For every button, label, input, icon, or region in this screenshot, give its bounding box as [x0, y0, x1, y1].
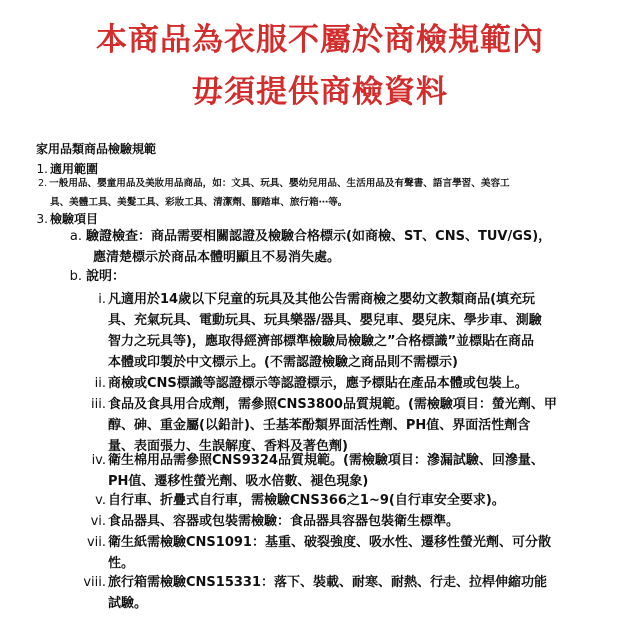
- sub-item-line: 醇、砷、重金屬(以鉛計)、壬基苯酚類界面活性劑、PH值、界面活性劑含: [108, 418, 531, 433]
- sub-item-marker: iv.: [91, 453, 106, 468]
- sub-item-marker: vii.: [86, 535, 106, 550]
- sub-item-iii: [91, 394, 557, 457]
- description-line-1: 一般用品、嬰童用品及美妝用品商品，如：文具、玩具、嬰幼兒用品、生活用品及有聲書、語言學習、美容工: [49, 178, 510, 189]
- sub-item-vi: [90, 511, 460, 532]
- sub-item-line: 具、充氣玩具、電動玩具、玩具樂器/器具、嬰兒車、嬰兒床、學步車、測驗: [108, 313, 542, 328]
- section-title: 適用範圍: [50, 162, 99, 176]
- scope-description: [38, 174, 630, 212]
- item-a-certification-check: [69, 226, 552, 268]
- section-number: 1.: [36, 162, 48, 176]
- sub-item-line: 性。: [108, 556, 135, 571]
- sub-item-line: 商檢或CNS標識等認證標示等認證標示，應予標貼在產品本體或包裝上。: [108, 376, 528, 391]
- sub-item-marker: iii.: [91, 397, 106, 412]
- sub-item-line: 自行車、折疊式自行車，需檢驗CNS366之1~9(自行車安全要求)。: [108, 493, 505, 508]
- item-a-line-1: 驗證檢查：商品需要相關認證及檢驗合格標示(如商檢、ST、CNS、TUV/GS)，: [86, 229, 552, 244]
- description-line-2: 具、美體工具、美髮工具、彩妝工具、清潔劑、腳踏車、旅行箱⋯等。: [50, 197, 348, 208]
- section-number: 3.: [36, 212, 48, 226]
- sub-item-marker: vi.: [90, 514, 106, 529]
- banner-line-1: 本商品為衣服不屬於商檢規範內: [96, 22, 544, 58]
- sub-item-line: 試驗。: [108, 596, 148, 611]
- sub-item-ii: [94, 373, 528, 394]
- sub-item-line: 衛生棉用品需參照CNS9324品質規範。(需檢驗項目：滲漏試驗、回滲量、: [108, 453, 544, 468]
- description-number: 2.: [38, 178, 48, 189]
- sub-item-viii: [83, 572, 548, 614]
- section-title: 檢驗項目: [50, 212, 99, 226]
- sub-item-line: 食品及食具用合成劑，需參照CNS3800品質規範。(需檢驗項目：螢光劑、甲: [108, 397, 557, 412]
- sub-item-line: PH值、遷移性螢光劑、吸水倍數、褪色現象): [108, 474, 369, 489]
- sub-item-marker: ii.: [94, 376, 106, 391]
- sub-item-line: 智力之玩具等)，應取得經濟部標準檢驗局檢驗之”合格標識”並標貼在商品: [108, 334, 535, 349]
- sub-item-line: 本體或印製於中文標示上。(不需認證檢驗之商品則不需標示): [108, 355, 458, 370]
- sub-item-vii: [86, 532, 551, 574]
- sub-item-marker: viii.: [83, 575, 106, 590]
- sub-item-line: 旅行箱需檢驗CNS15331：落下、裝載、耐寒、耐熱、行走、拉桿伸縮功能: [108, 575, 548, 590]
- sub-item-iv: [91, 450, 544, 492]
- item-a-line-2: 應清楚標示於商品本體明顯且不易消失處。: [93, 250, 341, 265]
- sub-item-v: [95, 490, 505, 511]
- sub-item-line: 衛生紙需檢驗CNS1091：基重、破裂強度、吸水性、遷移性螢光劑、可分散: [108, 535, 551, 550]
- section-inspection-items: [36, 210, 98, 227]
- sub-item-line: 食品器具、容器或包裝需檢驗：食品器具容器包裝衛生標準。: [108, 514, 460, 529]
- sub-item-line: 凡適用於14歲以下兒童的玩具及其他公告需商檢之嬰幼文教類商品(填充玩: [108, 292, 536, 307]
- item-b-notes: [69, 266, 126, 287]
- item-marker: b.: [69, 269, 82, 284]
- sub-item-marker: v.: [95, 493, 106, 508]
- sub-item-i: [98, 289, 542, 373]
- sub-item-line: 量、表面張力、生誤解度、香料及著色劑): [108, 439, 348, 454]
- item-marker: a.: [69, 229, 82, 244]
- item-b-title: 說明：: [86, 269, 126, 284]
- banner-line-2: 毋須提供商檢資料: [192, 74, 448, 110]
- document-title: 家用品類商品檢驗規範: [36, 142, 157, 156]
- sub-item-marker: i.: [98, 292, 106, 307]
